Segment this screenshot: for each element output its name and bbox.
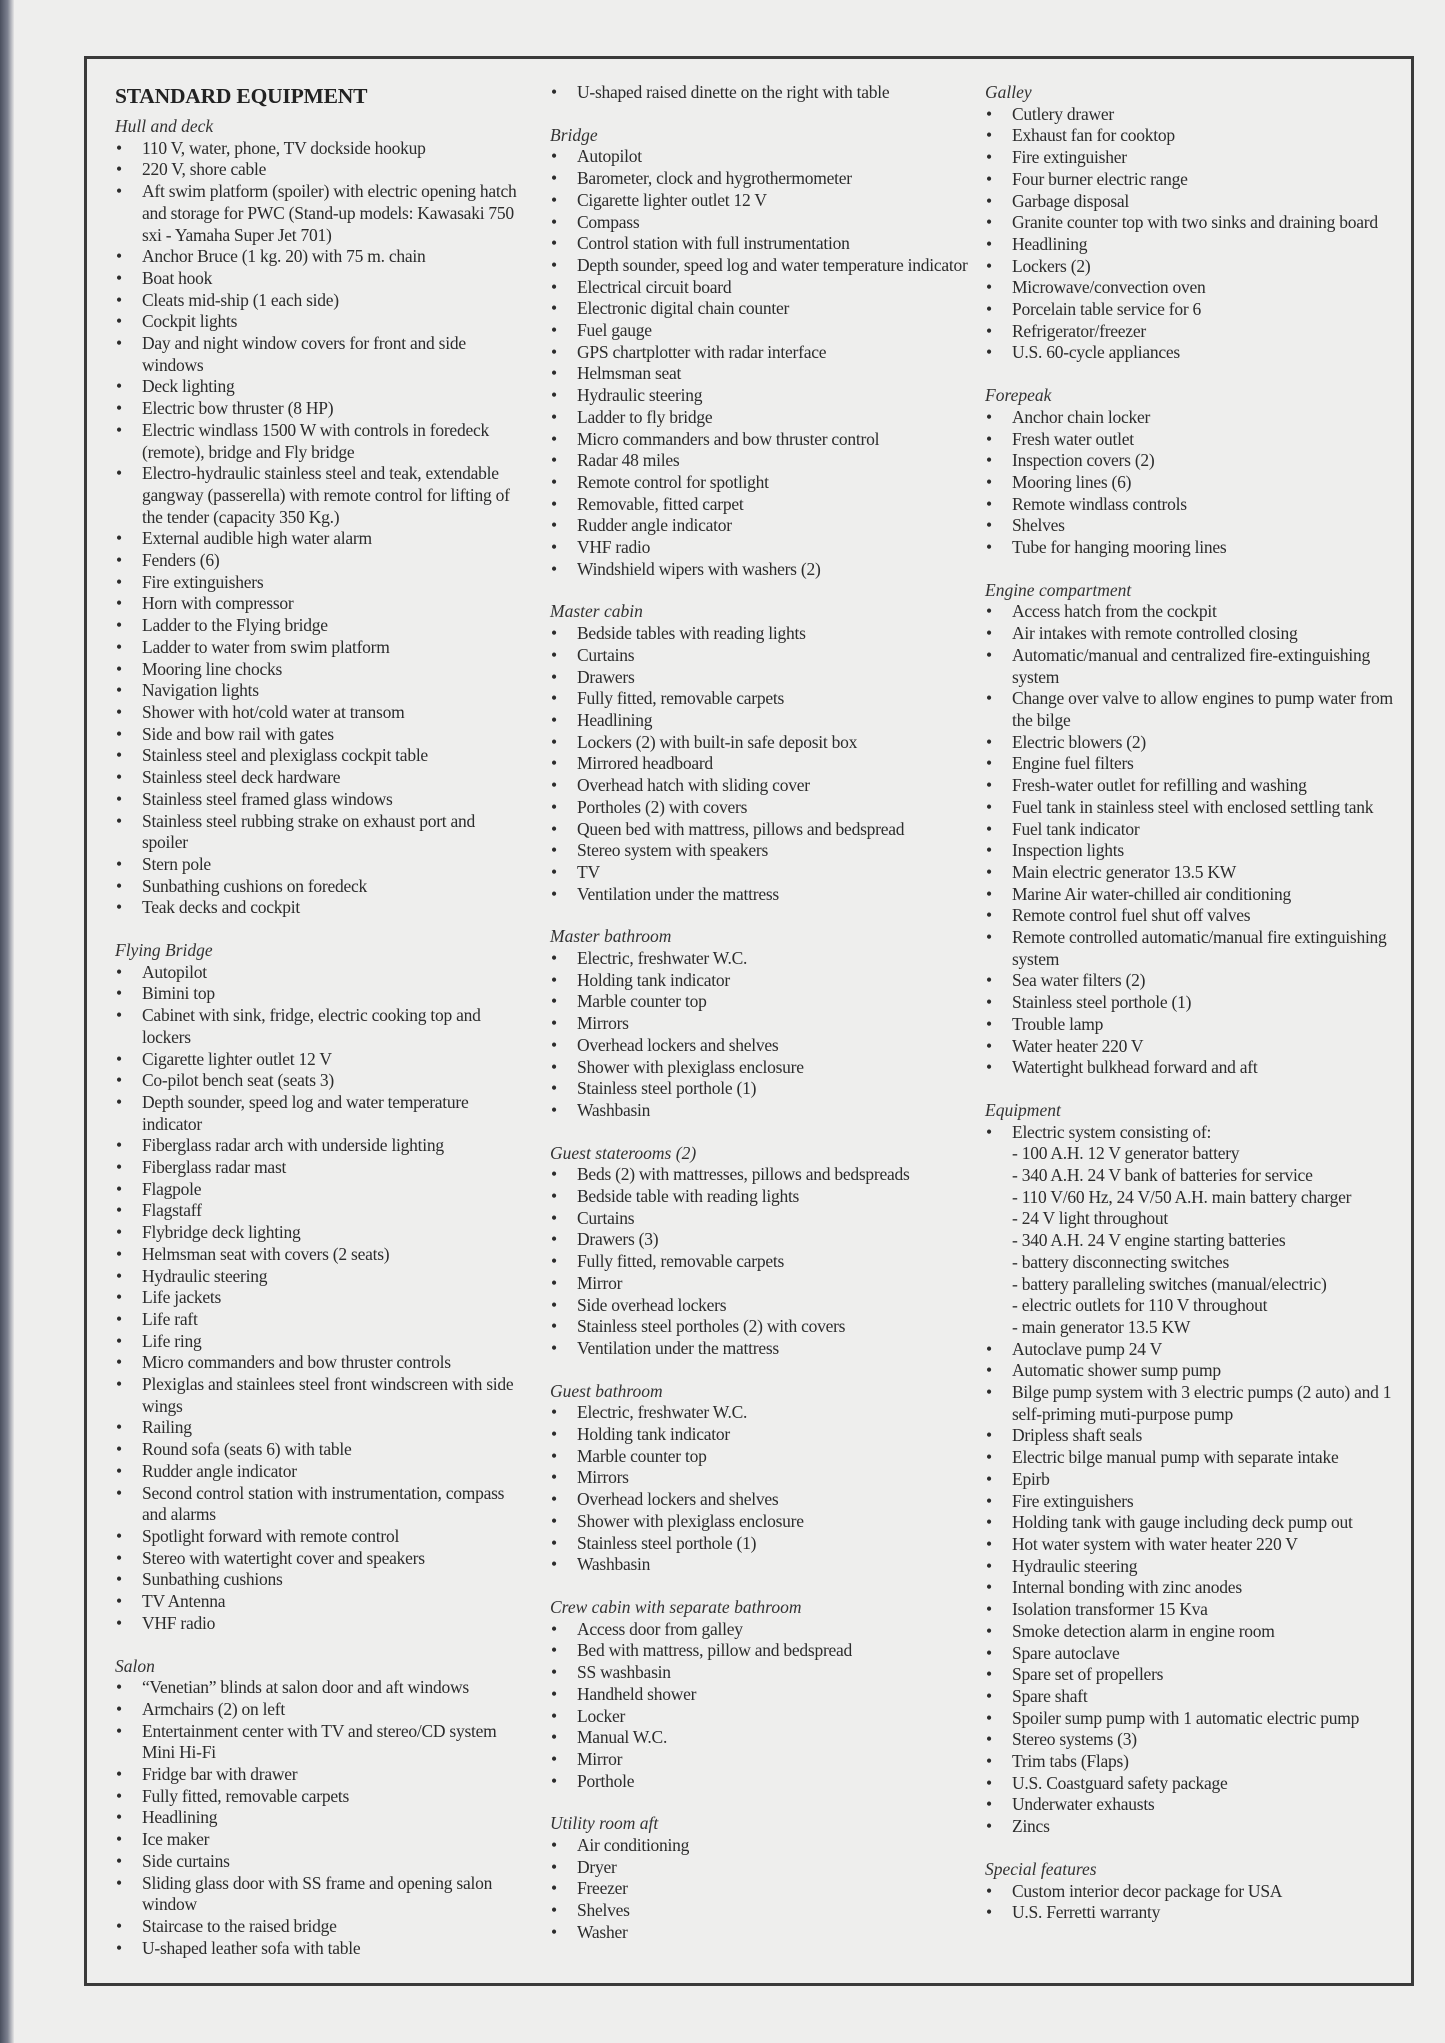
equipment-item: • Side and bow rail with gates (115, 724, 525, 746)
section-bridge (550, 125, 970, 581)
equipment-item: • Headlining (550, 710, 970, 732)
equipment-item: • Anchor chain locker (985, 407, 1397, 429)
equipment-item: • Hot water system with water heater 220 V (985, 1534, 1397, 1556)
section-engine-compartment (985, 580, 1397, 1079)
equipment-item: • Electrical circuit board (550, 277, 970, 299)
equipment-item: • Dryer (550, 1857, 970, 1879)
section-heading: Equipment (985, 1099, 1061, 1120)
equipment-item: • Fridge bar with drawer (115, 1764, 525, 1786)
equipment-item: • Mooring line chocks (115, 659, 525, 681)
equipment-item: • Lockers (2) (985, 256, 1397, 278)
equipment-item: • Stainless steel porthole (1) (985, 992, 1397, 1014)
equipment-item: • Cockpit lights (115, 311, 525, 333)
equipment-item: • Headlining (115, 1807, 525, 1829)
equipment-item: • Automatic shower sump pump (985, 1360, 1397, 1382)
equipment-item: • Access door from galley (550, 1619, 970, 1641)
equipment-item: • Micro commanders and bow thruster control (550, 429, 970, 451)
equipment-item: • Stainless steel and plexiglass cockpit table (115, 745, 525, 767)
section-heading: Bridge (550, 124, 598, 145)
binding-edge-shadow (0, 0, 14, 2043)
section-heading: Utility room aft (550, 1813, 659, 1834)
equipment-item: • Spare shaft (985, 1686, 1397, 1708)
equipment-item: • Fiberglass radar arch with underside lighting (115, 1135, 525, 1157)
equipment-item: • Hydraulic steering (550, 385, 970, 407)
equipment-item: • Portholes (2) with covers (550, 797, 970, 819)
equipment-item: • Bilge pump system with 3 electric pumps (2 auto) and 1 self-priming muti-purpose pump (985, 1382, 1397, 1425)
equipment-item: • Bimini top (115, 983, 525, 1005)
equipment-item: • Entertainment center with TV and stereo/CD system Mini Hi-Fi (115, 1721, 525, 1764)
equipment-item: • Spare set of propellers (985, 1664, 1397, 1686)
equipment-item: • 110 V, water, phone, TV dockside hookup (115, 138, 525, 160)
equipment-item: • Depth sounder, speed log and water temperature indicator (115, 1092, 525, 1135)
section-heading: Master bathroom (550, 926, 672, 947)
equipment-list (550, 1402, 970, 1576)
equipment-item: • Spotlight forward with remote control (115, 1526, 525, 1548)
section-crew-cabin-with-separate-bathroom (550, 1597, 970, 1792)
equipment-item: • Main electric generator 13.5 KW (985, 862, 1397, 884)
section-utility-room-aft (550, 1813, 970, 1943)
section-heading: Engine compartment (985, 579, 1132, 600)
equipment-item: • Ladder to fly bridge (550, 407, 970, 429)
section-heading: Special features (985, 1858, 1097, 1879)
equipment-item: • Stainless steel rubbing strake on exhaust port and spoiler (115, 811, 525, 854)
equipment-item: • Autoclave pump 24 V (985, 1339, 1397, 1361)
equipment-item: • Queen bed with mattress, pillows and bedspread (550, 819, 970, 841)
equipment-item: • Freezer (550, 1878, 970, 1900)
equipment-item: • Spoiler sump pump with 1 automatic electric pump (985, 1708, 1397, 1730)
equipment-item: • Sea water filters (2) (985, 970, 1397, 992)
equipment-item: • Flybridge deck lighting (115, 1222, 525, 1244)
equipment-list (115, 962, 525, 1635)
equipment-item: • Shower with plexiglass enclosure (550, 1057, 970, 1079)
equipment-item: • Engine fuel filters (985, 753, 1397, 775)
column-2 (550, 82, 970, 1965)
equipment-item: • Trim tabs (Flaps) (985, 1751, 1397, 1773)
equipment-item: • TV (550, 862, 970, 884)
equipment-list (985, 407, 1397, 559)
equipment-item: • Headlining (985, 234, 1397, 256)
equipment-item: • Stainless steel porthole (1) (550, 1078, 970, 1100)
equipment-item: • Handheld shower (550, 1684, 970, 1706)
section-guest-staterooms-2 (550, 1143, 970, 1360)
equipment-item: • Zincs (985, 1816, 1397, 1838)
equipment-item: • Electronic digital chain counter (550, 298, 970, 320)
equipment-item: • Change over valve to allow engines to pump water from the bilge (985, 688, 1397, 731)
equipment-item: • Electric, freshwater W.C. (550, 948, 970, 970)
equipment-item: • Stereo system with speakers (550, 840, 970, 862)
equipment-item: • Washbasin (550, 1100, 970, 1122)
equipment-item: • Cutlery drawer (985, 104, 1397, 126)
equipment-item: • Bedside tables with reading lights (550, 623, 970, 645)
equipment-list (115, 1677, 525, 1959)
equipment-item: • Locker (550, 1706, 970, 1728)
equipment-item: • Air intakes with remote controlled closing (985, 623, 1397, 645)
equipment-sub-item: - battery disconnecting switches (1012, 1251, 1230, 1272)
equipment-item: • Trouble lamp (985, 1014, 1397, 1036)
equipment-item: • Life jackets (115, 1287, 525, 1309)
equipment-item: • Garbage disposal (985, 191, 1397, 213)
equipment-item: • Manual W.C. (550, 1727, 970, 1749)
equipment-item: • Stainless steel porthole (1) (550, 1533, 970, 1555)
equipment-item: • Fire extinguishers (115, 572, 525, 594)
section-guest-bathroom (550, 1381, 970, 1576)
equipment-item: • Curtains (550, 1208, 970, 1230)
equipment-item: • U-shaped raised dinette on the right with table (550, 82, 970, 104)
equipment-item: • Sliding glass door with SS frame and opening salon window (115, 1873, 525, 1916)
equipment-list (985, 1122, 1397, 1838)
equipment-item: • Electro-hydraulic stainless steel and teak, extendable gangway (passerella) with remote control for lifting of the tender (capacity 350 Kg.) (115, 463, 525, 528)
equipment-item: • Overhead lockers and shelves (550, 1035, 970, 1057)
equipment-item: • Sunbathing cushions (115, 1569, 525, 1591)
equipment-sub-item: - 340 A.H. 24 V engine starting batteries (1012, 1230, 1286, 1251)
section-heading: Salon (115, 1655, 155, 1676)
equipment-item: • Electric bilge manual pump with separate intake (985, 1447, 1397, 1469)
equipment-item: • Exhaust fan for cooktop (985, 125, 1397, 147)
equipment-item: • Marine Air water-chilled air conditioning (985, 884, 1397, 906)
equipment-item: • Rudder angle indicator (115, 1461, 525, 1483)
equipment-item: • Stern pole (115, 854, 525, 876)
section-heading: Hull and deck (115, 116, 214, 136)
equipment-item: • 220 V, shore cable (115, 159, 525, 181)
equipment-sub-item: - 24 V light throughout (1012, 1208, 1168, 1229)
equipment-item: • U-shaped leather sofa with table (115, 1938, 525, 1960)
equipment-item: • Fully fitted, removable carpets (550, 1251, 970, 1273)
equipment-item: • Autopilot (115, 962, 525, 984)
equipment-item: • Fresh-water outlet for refilling and washing (985, 775, 1397, 797)
equipment-item: • Fire extinguisher (985, 147, 1397, 169)
equipment-list (550, 1619, 970, 1793)
equipment-item: • Remote windlass controls (985, 494, 1397, 516)
section-equipment (985, 1100, 1397, 1838)
equipment-item: • Hydraulic steering (985, 1556, 1397, 1578)
section-heading: Guest bathroom (550, 1380, 663, 1401)
equipment-item: • Electric, freshwater W.C. (550, 1402, 970, 1424)
equipment-sub-item: - battery paralleling switches (manual/electric) (1012, 1273, 1327, 1294)
section-forepeak (985, 385, 1397, 559)
equipment-item: • Fuel gauge (550, 320, 970, 342)
equipment-item: • Watertight bulkhead forward and aft (985, 1057, 1397, 1079)
equipment-item: • Fenders (6) (115, 550, 525, 572)
section-flying-bridge (115, 940, 525, 1635)
equipment-item: • Remote controlled automatic/manual fire extinguishing system (985, 927, 1397, 970)
equipment-list (115, 138, 525, 919)
equipment-item: • Ladder to water from swim platform (115, 637, 525, 659)
equipment-item: • Anchor Bruce (1 kg. 20) with 75 m. chain (115, 246, 525, 268)
equipment-list (985, 104, 1397, 364)
equipment-list (550, 1164, 970, 1359)
equipment-item: • Deck lighting (115, 376, 525, 398)
equipment-item: • Fiberglass radar mast (115, 1157, 525, 1179)
equipment-item: • Automatic/manual and centralized fire-extinguishing system (985, 645, 1397, 688)
equipment-item: • Fresh water outlet (985, 429, 1397, 451)
equipment-item: • Dripless shaft seals (985, 1425, 1397, 1447)
equipment-item: • Stainless steel framed glass windows (115, 789, 525, 811)
equipment-sub-item: - 110 V/60 Hz, 24 V/50 A.H. main battery charger (1012, 1186, 1352, 1207)
equipment-item: • Mirrors (550, 1013, 970, 1035)
equipment-item: • Four burner electric range (985, 169, 1397, 191)
equipment-list (550, 948, 970, 1122)
equipment-sub-item: - 100 A.H. 12 V generator battery (1012, 1143, 1240, 1164)
section-heading: Crew cabin with separate bathroom (550, 1597, 802, 1617)
equipment-item: • Holding tank indicator (550, 970, 970, 992)
equipment-item: • Compass (550, 212, 970, 234)
equipment-item: • Water heater 220 V (985, 1036, 1397, 1058)
section-master-bathroom (550, 926, 970, 1121)
equipment-item: • Stereo systems (3) (985, 1729, 1397, 1751)
equipment-item: • Barometer, clock and hygrothermometer (550, 168, 970, 190)
equipment-item: • Flagstaff (115, 1200, 525, 1222)
equipment-item: • Inspection covers (2) (985, 450, 1397, 472)
section-special-features (985, 1859, 1397, 1924)
equipment-item: • Smoke detection alarm in engine room (985, 1621, 1397, 1643)
equipment-item: • Fuel tank in stainless steel with enclosed settling tank (985, 797, 1397, 819)
equipment-item: • Co-pilot bench seat (seats 3) (115, 1070, 525, 1092)
equipment-item: • Windshield wipers with washers (2) (550, 559, 970, 581)
equipment-item: • External audible high water alarm (115, 528, 525, 550)
equipment-item: • Cabinet with sink, fridge, electric cooking top and lockers (115, 1005, 525, 1048)
section-heading: Guest staterooms (2) (550, 1142, 697, 1163)
equipment-item: • Mirror (550, 1273, 970, 1295)
equipment-item: • GPS chartplotter with radar interface (550, 342, 970, 364)
equipment-item: • Second control station with instrumentation, compass and alarms (115, 1483, 525, 1526)
equipment-list (985, 1881, 1397, 1924)
equipment-item: • Curtains (550, 645, 970, 667)
equipment-item: • Life ring (115, 1331, 525, 1353)
equipment-item: • TV Antenna (115, 1591, 525, 1613)
equipment-item: • Mirrors (550, 1467, 970, 1489)
equipment-item: • Granite counter top with two sinks and draining board (985, 212, 1397, 234)
equipment-item: • Cleats mid-ship (1 each side) (115, 290, 525, 312)
equipment-item: • Control station with full instrumentation (550, 233, 970, 255)
equipment-item: • Navigation lights (115, 680, 525, 702)
equipment-item: • Life raft (115, 1309, 525, 1331)
equipment-item: • Aft swim platform (spoiler) with electric opening hatch and storage for PWC (Stand-up models: Kawasaki 750 sxi - Yamaha Super Jet 701) (115, 181, 525, 246)
equipment-item: • Round sofa (seats 6) with table (115, 1439, 525, 1461)
equipment-item: • Day and night window covers for front and side windows (115, 333, 525, 376)
section-salon (115, 1656, 525, 1960)
equipment-item: • VHF radio (115, 1613, 525, 1635)
equipment-item: • Fully fitted, removable carpets (115, 1786, 525, 1808)
equipment-item: • Stainless steel portholes (2) with covers (550, 1316, 970, 1338)
equipment-item: • Overhead lockers and shelves (550, 1489, 970, 1511)
equipment-item: • Shower with hot/cold water at transom (115, 702, 525, 724)
equipment-item: • Ice maker (115, 1829, 525, 1851)
equipment-item: • Underwater exhausts (985, 1794, 1397, 1816)
equipment-list (550, 623, 970, 905)
equipment-item: • “Venetian” blinds at salon door and aft windows (115, 1677, 525, 1699)
equipment-list (550, 1835, 970, 1944)
column-3 (985, 82, 1397, 1945)
equipment-item: • Beds (2) with mattresses, pillows and bedspreads (550, 1164, 970, 1186)
equipment-item: • Cigarette lighter outlet 12 V (115, 1049, 525, 1071)
equipment-item: • Side overhead lockers (550, 1295, 970, 1317)
column-1 (115, 82, 525, 1980)
equipment-item: • Washbasin (550, 1554, 970, 1576)
equipment-item: • Microwave/convection oven (985, 277, 1397, 299)
section-galley (985, 82, 1397, 364)
equipment-item: • Autopilot (550, 146, 970, 168)
equipment-item: • Air conditioning (550, 1835, 970, 1857)
equipment-item: • U.S. Coastguard safety package (985, 1773, 1397, 1795)
equipment-item: • Internal bonding with zinc anodes (985, 1577, 1397, 1599)
equipment-item: • Railing (115, 1417, 525, 1439)
equipment-item: • U.S. 60-cycle appliances (985, 342, 1397, 364)
equipment-item: • Custom interior decor package for USA (985, 1881, 1397, 1903)
equipment-item: • Side curtains (115, 1851, 525, 1873)
equipment-item: • Shower with plexiglass enclosure (550, 1511, 970, 1533)
equipment-item: • Remote control for spotlight (550, 472, 970, 494)
page-title: STANDARD EQUIPMENT (115, 84, 368, 108)
equipment-item: • Drawers (3) (550, 1229, 970, 1251)
equipment-item: • Rudder angle indicator (550, 515, 970, 537)
equipment-item: • Stainless steel deck hardware (115, 767, 525, 789)
equipment-item: • Teak decks and cockpit (115, 897, 525, 919)
equipment-item: • Helmsman seat with covers (2 seats) (115, 1244, 525, 1266)
equipment-item: • Porcelain table service for 6 (985, 299, 1397, 321)
equipment-list (550, 82, 970, 104)
equipment-item: • VHF radio (550, 537, 970, 559)
equipment-item: • Washer (550, 1922, 970, 1944)
equipment-sub-item: - 340 A.H. 24 V bank of batteries for service (1012, 1165, 1313, 1186)
equipment-item: • Electric system consisting of: (985, 1122, 1397, 1144)
equipment-item: • Fully fitted, removable carpets (550, 688, 970, 710)
equipment-sub-item: - main generator 13.5 KW (1012, 1316, 1191, 1337)
equipment-item: • U.S. Ferretti warranty (985, 1902, 1397, 1924)
equipment-item: • Tube for hanging mooring lines (985, 537, 1397, 559)
equipment-list (550, 146, 970, 580)
equipment-item: • Mirrored headboard (550, 753, 970, 775)
equipment-item: • Remote control fuel shut off valves (985, 905, 1397, 927)
equipment-item: • Shelves (985, 515, 1397, 537)
equipment-item: • Isolation transformer 15 Kva (985, 1599, 1397, 1621)
equipment-list (985, 601, 1397, 1078)
equipment-item: • Ventilation under the mattress (550, 884, 970, 906)
equipment-item: • Removable, fitted carpet (550, 494, 970, 516)
section-heading: Forepeak (985, 385, 1052, 406)
equipment-item: • Epirb (985, 1469, 1397, 1491)
equipment-item: • Armchairs (2) on left (115, 1699, 525, 1721)
equipment-item: • Ventilation under the mattress (550, 1338, 970, 1360)
equipment-item: • Sunbathing cushions on foredeck (115, 876, 525, 898)
equipment-item: • Micro commanders and bow thruster controls (115, 1352, 525, 1374)
equipment-item: • Holding tank with gauge including deck pump out (985, 1512, 1397, 1534)
equipment-item: • Electric windlass 1500 W with controls in foredeck (remote), bridge and Fly bridge (115, 420, 525, 463)
equipment-item: • SS washbasin (550, 1662, 970, 1684)
equipment-item: • Spare autoclave (985, 1643, 1397, 1665)
equipment-item: • Mirror (550, 1749, 970, 1771)
section-continued (550, 82, 970, 104)
equipment-item: • Bed with mattress, pillow and bedspread (550, 1640, 970, 1662)
equipment-item: • Porthole (550, 1771, 970, 1793)
equipment-item: • Fuel tank indicator (985, 819, 1397, 841)
equipment-item: • Horn with compressor (115, 593, 525, 615)
section-master-cabin (550, 601, 970, 905)
equipment-item: • Overhead hatch with sliding cover (550, 775, 970, 797)
equipment-item: • Inspection lights (985, 840, 1397, 862)
equipment-item: • Boat hook (115, 268, 525, 290)
equipment-item: • Electric blowers (2) (985, 732, 1397, 754)
equipment-item: • Radar 48 miles (550, 450, 970, 472)
equipment-item: • Flagpole (115, 1179, 525, 1201)
equipment-item: • Refrigerator/freezer (985, 321, 1397, 343)
equipment-sub-item: - electric outlets for 110 V throughout (1012, 1295, 1268, 1316)
equipment-item: • Drawers (550, 667, 970, 689)
section-heading: Master cabin (550, 601, 643, 622)
equipment-item: • Marble counter top (550, 1446, 970, 1468)
equipment-item: • Staircase to the raised bridge (115, 1916, 525, 1938)
equipment-item: • Depth sounder, speed log and water temperature indicator (550, 255, 970, 277)
equipment-item: • Electric bow thruster (8 HP) (115, 398, 525, 420)
equipment-item: • Mooring lines (6) (985, 472, 1397, 494)
equipment-item: • Hydraulic steering (115, 1266, 525, 1288)
equipment-item: • Ladder to the Flying bridge (115, 615, 525, 637)
section-heading: Flying Bridge (115, 940, 213, 961)
equipment-item: • Bedside table with reading lights (550, 1186, 970, 1208)
equipment-item: • Stereo with watertight cover and speakers (115, 1548, 525, 1570)
section-heading: Galley (985, 82, 1032, 102)
equipment-item: • Access hatch from the cockpit (985, 601, 1397, 623)
equipment-item: • Cigarette lighter outlet 12 V (550, 190, 970, 212)
equipment-item: • Helmsman seat (550, 363, 970, 385)
equipment-item: • Plexiglas and stainlees steel front windscreen with side wings (115, 1374, 525, 1417)
equipment-item: • Holding tank indicator (550, 1424, 970, 1446)
equipment-item: • Shelves (550, 1900, 970, 1922)
equipment-item: • Marble counter top (550, 991, 970, 1013)
section-hull-and-deck (115, 116, 525, 919)
equipment-item: • Lockers (2) with built-in safe deposit box (550, 732, 970, 754)
equipment-item: • Fire extinguishers (985, 1491, 1397, 1513)
